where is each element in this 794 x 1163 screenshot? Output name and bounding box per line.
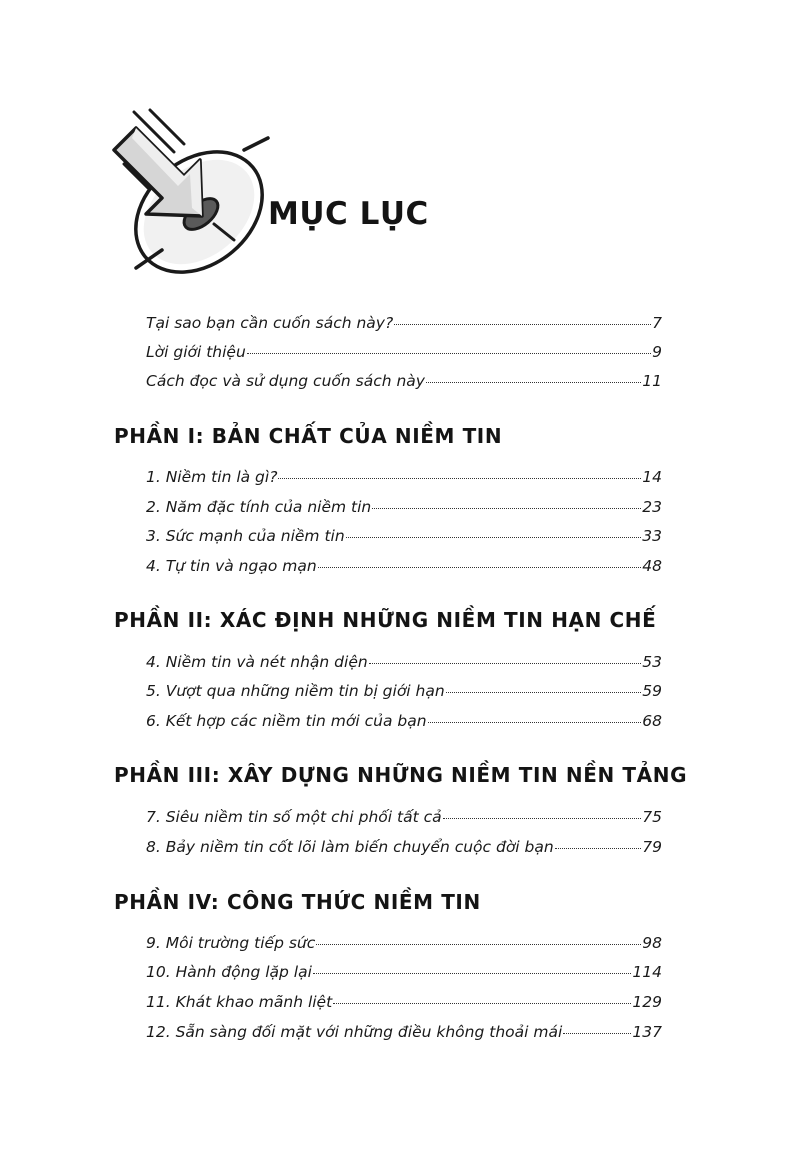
entry-page: 98 xyxy=(642,934,662,952)
entry-title: 11. Khát khao mãnh liệt xyxy=(146,993,333,1011)
leader-dots xyxy=(446,692,642,693)
entry-title: 10. Hành động lặp lại xyxy=(146,963,312,981)
target-arrow-icon xyxy=(104,104,274,282)
entry-title: 6. Kết hợp các niềm tin mới của bạn xyxy=(146,712,427,730)
entry-page: 75 xyxy=(642,808,662,826)
toc-entry[interactable] xyxy=(146,712,662,730)
part-heading: PHẦN I: BẢN CHẤT CỦA NIỀM TIN xyxy=(114,424,503,448)
entry-page: 137 xyxy=(632,1023,662,1041)
entry-page: 114 xyxy=(632,963,662,981)
leader-dots xyxy=(555,848,642,849)
toc-entry[interactable] xyxy=(146,838,662,856)
entry-title: 2. Năm đặc tính của niềm tin xyxy=(146,498,372,516)
entry-page: 33 xyxy=(642,527,662,545)
leader-dots xyxy=(333,1003,631,1004)
leader-dots xyxy=(563,1033,631,1034)
entry-title: 7. Siêu niềm tin số một chi phối tất cả xyxy=(146,808,442,826)
entry-title: 5. Vượt qua những niềm tin bị giới hạn xyxy=(146,682,445,700)
entry-page: 14 xyxy=(642,468,662,486)
toc-entry[interactable] xyxy=(146,963,662,981)
entry-page: 11 xyxy=(642,372,662,390)
toc-entry[interactable] xyxy=(146,314,662,332)
leader-dots xyxy=(428,722,642,723)
entry-title: 4. Tự tin và ngạo mạn xyxy=(146,557,317,575)
leader-dots xyxy=(346,537,642,538)
toc-entry[interactable] xyxy=(146,1023,662,1041)
entry-page: 23 xyxy=(642,498,662,516)
entry-title: 1. Niềm tin là gì? xyxy=(146,468,278,486)
entry-page: 48 xyxy=(642,557,662,575)
entry-title: Cách đọc và sử dụng cuốn sách này xyxy=(146,372,425,390)
leader-dots xyxy=(369,663,642,664)
entry-title: 9. Môi trường tiếp sức xyxy=(146,934,316,952)
entry-title: 4. Niềm tin và nét nhận diện xyxy=(146,653,368,671)
toc-entry[interactable] xyxy=(146,934,662,952)
leader-dots xyxy=(278,478,641,479)
leader-dots xyxy=(372,508,641,509)
part-heading: PHẦN III: XÂY DỰNG NHỮNG NIỀM TIN NỀN TẢNG xyxy=(114,763,688,787)
entry-title: Tại sao bạn cần cuốn sách này? xyxy=(146,314,394,332)
entry-page: 53 xyxy=(642,653,662,671)
toc-entry[interactable] xyxy=(146,682,662,700)
entry-page: 59 xyxy=(642,682,662,700)
toc-entry[interactable] xyxy=(146,808,662,826)
part-heading: PHẦN II: XÁC ĐỊNH NHỮNG NIỀM TIN HẠN CHẾ xyxy=(114,608,657,632)
leader-dots xyxy=(394,324,651,325)
entry-page: 7 xyxy=(652,314,662,332)
leader-dots xyxy=(316,944,641,945)
leader-dots xyxy=(318,567,642,568)
entry-page: 68 xyxy=(642,712,662,730)
leader-dots xyxy=(443,818,642,819)
part-heading: PHẦN IV: CÔNG THỨC NIỀM TIN xyxy=(114,890,481,914)
entry-title: 3. Sức mạnh của niềm tin xyxy=(146,527,345,545)
leader-dots xyxy=(313,973,632,974)
entry-title: Lời giới thiệu xyxy=(146,343,246,361)
toc-entry[interactable] xyxy=(146,468,662,486)
page-title: MỤC LỤC xyxy=(268,196,429,232)
toc-entry[interactable] xyxy=(146,557,662,575)
toc-entry[interactable] xyxy=(146,372,662,390)
entry-page: 79 xyxy=(642,838,662,856)
toc-entry[interactable] xyxy=(146,527,662,545)
entry-title: 12. Sẵn sàng đối mặt với những điều không thoải mái xyxy=(146,1023,563,1041)
entry-title: 8. Bảy niềm tin cốt lõi làm biến chuyển cuộc đời bạn xyxy=(146,838,554,856)
toc-entry[interactable] xyxy=(146,343,662,361)
leader-dots xyxy=(426,382,641,383)
entry-page: 9 xyxy=(652,343,662,361)
toc-entry[interactable] xyxy=(146,653,662,671)
entry-page: 129 xyxy=(632,993,662,1011)
toc-entry[interactable] xyxy=(146,993,662,1011)
leader-dots xyxy=(247,353,651,354)
toc-entry[interactable] xyxy=(146,498,662,516)
